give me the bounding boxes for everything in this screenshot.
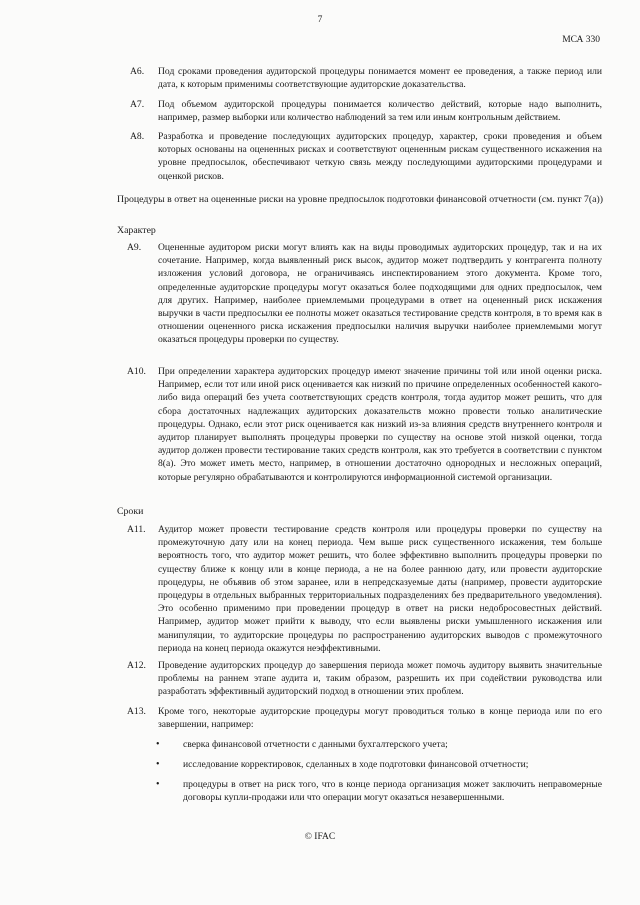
paragraph-number: A12. [127,660,146,671]
paragraph-number: A11. [127,524,146,535]
paragraph-number: A13. [127,706,146,717]
bullet-icon: • [156,779,160,790]
paragraph-number: A6. [130,66,145,77]
paragraph-text: Под сроками проведения аудиторской процедуры понимается момент ее проведения, а также период или дата, к которым применимы соответствующие аудиторские доказательства. [158,66,602,91]
paragraph-text: Разработка и проведение последующих аудиторских процедур, характер, сроки проведения и объем которых основаны на оцененных рисках и соответствуют оцененным рискам существенного искажения на уровне предпосылок, обеспечивают четкую связь между последующими аудиторскими процедурами и оценкой рисков. [158,131,602,182]
paragraph-text: Проведение аудиторских процедур до завершения периода может помочь аудитору выявить значительные проблемы на раннем этапе аудита и, таким образом, разрешить их при содействии руководства или разработать эффективный аудиторский подход в отношении этих проблем. [158,660,602,698]
page-number: 7 [317,15,323,25]
bullet-icon: • [156,759,160,770]
paragraph-text: Под объемом аудиторской процедуры понимается количество действий, которые надо выполнить, например, размер выборки или количество наблюдений за тем или иным контрольным действием. [158,99,602,124]
paragraph-number: A9. [127,242,142,253]
paragraph-number: A10. [127,366,146,377]
list-item-text: сверка финансовой отчетности с данными бухгалтерского учета; [183,739,448,750]
subheading-character: Характер [117,225,156,236]
paragraph-text: Оцененные аудитором риски могут влиять как на виды проводимых аудиторских процедур, так и на их сочетание. Например, когда выявленный риск высок, аудитор может подтвердить у контрагента полноту изложения условий договора, не ограничиваясь инспектированием этого документа. Кроме того, определенные аудиторские процедуры могут оказаться более подходящими для одних предпосылок, чем для других. Например, наиболее приемлемыми процедурами в ответ на оцененный риск искажения выручки в части предпосылки ее полноты может оказаться тестирование средств контроля, в то время как в отношении оцененного риска искажения предпосылки наличия выручки наиболее приемлемыми могут оказаться процедуры проверки по существу. [158,242,602,346]
section-heading: Процедуры в ответ на оцененные риски на уровне предпосылок подготовки финансовой отчетности (см. пункт 7(a)) [117,194,604,205]
bullet-icon: • [156,739,160,750]
list-item-text: исследование корректировок, сделанных в ходе подготовки финансовой отчетности; [183,759,529,770]
paragraph-number: A7. [130,99,145,110]
footer-copyright: © IFAC [304,832,336,842]
subheading-timing: Сроки [117,506,144,517]
paragraph-text: Аудитор может провести тестирование средств контроля или процедуры проверки по существу на промежуточную дату или на конец периода. Чем выше риск существенного искажения, тем больше вероятность того, что аудитор может решить, что более эффективно выполнить процедуры проверки по существу ближе к концу или в конце периода, а не на более раннюю дату, или провести аудиторские процедуры, не объявив об этом заранее, или в непредсказуемые даты (например, провести аудиторские процедуры в отдельных выбранных территориальных подразделениях без предварительного уведомления). Это особенно применимо при проведении процедур в ответ на риски недобросовестных действий. Например, аудитор может прийти к выводу, что если выявлены риски умышленного искажения или манипуляции, то аудиторские процедуры по распространению аудиторских выводов с промежуточного периода на конец периода окажутся неэффективными. [158,524,602,654]
document-code: МСА 330 [562,35,600,45]
paragraph-text: При определении характера аудиторских процедур имеют значение причины той или иной оценки риска. Например, если тот или иной риск оценивается как низкий по причине определенных особенностей какого-либо вида операций без учета соответствующих средств контроля, тогда аудитор может решить, что для сбора достаточных надлежащих аудиторских доказательств можно провести только аналитические процедуры. Однако, если этот риск оценивается как низкий из-за влияния средств внутреннего контроля и аудитор планирует выполнять процедуры проверки по существу на основе этой низкой оценки, тогда аудитор должен провести тестирование таких средств контроля, как это требуется в соответствии с пунктом 8(a). Это может иметь место, например, в отношении достаточно однородных и несложных операций, которые регулярно обрабатываются и контролируются информационной системой организации. [158,366,602,483]
list-item-text: процедуры в ответ на риск того, что в конце периода организация может заключить неправомерные договоры купли-продажи или что операции могут оказаться незавершенными. [183,779,602,804]
paragraph-number: A8. [130,131,145,142]
paragraph-text: Кроме того, некоторые аудиторские процедуры могут проводиться только в конце периода или по его завершении, например: [158,706,602,731]
